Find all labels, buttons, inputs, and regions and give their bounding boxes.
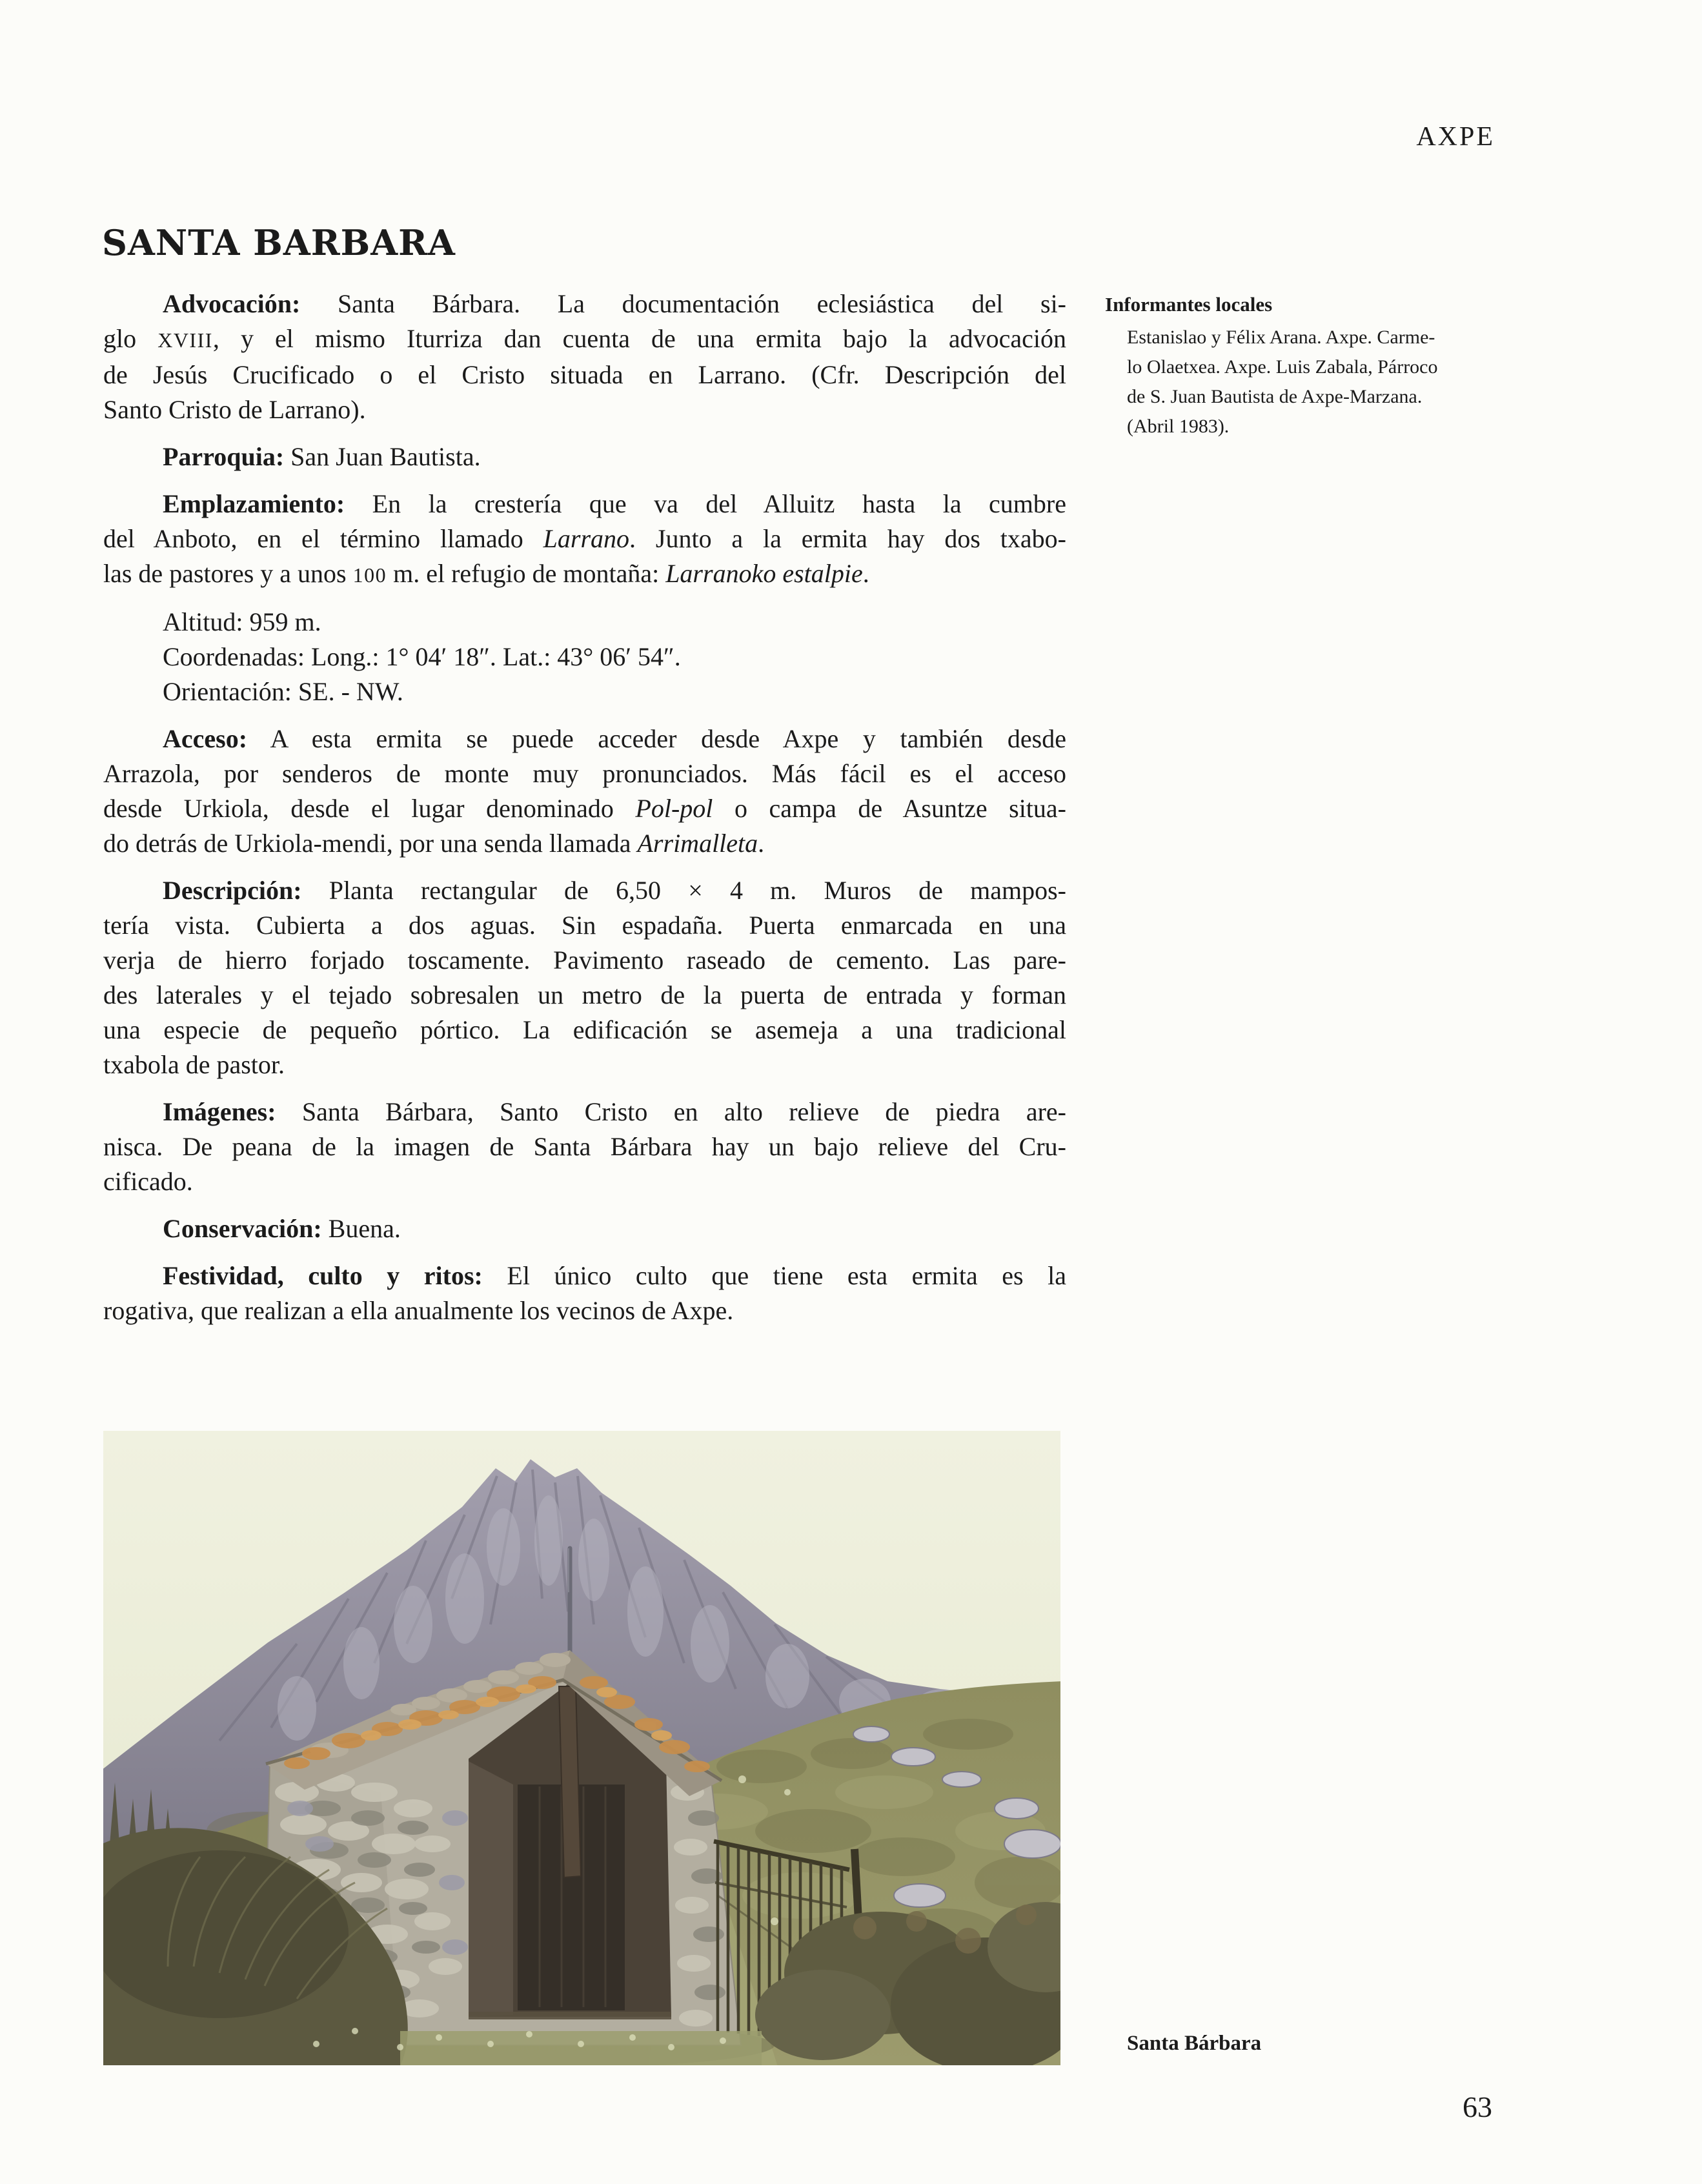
text-run: Festividad, culto y ritos: — [163, 1261, 483, 1290]
text-line — [103, 321, 1066, 358]
text-run: XVIII — [157, 329, 213, 352]
text-line — [103, 440, 1066, 474]
text-run: Pol-pol — [635, 794, 713, 823]
text-run: 100 — [352, 563, 387, 587]
text-run: Conservación: — [163, 1214, 322, 1243]
text-run: nisca. De peana de la imagen de Santa Bárbara hay un bajo relieve del Cru- — [103, 1132, 1066, 1161]
text-line — [103, 943, 1066, 978]
text-line — [103, 722, 1066, 756]
sidebar-lines — [1105, 323, 1495, 441]
text-line — [103, 1259, 1066, 1293]
text-line — [103, 640, 1066, 674]
sidebar-heading: Informantes locales — [1105, 293, 1273, 316]
text-run: Advocación: — [163, 289, 301, 318]
text-line — [103, 674, 1066, 709]
text-run: txabola de pastor. — [103, 1050, 285, 1079]
text-line — [103, 1047, 1066, 1082]
text-line — [103, 487, 1066, 521]
sidebar-line: lo Olaetxea. Axpe. Luis Zabala, Párroco — [1127, 356, 1438, 378]
text-run: Santa Bárbara. La documentación eclesiástica del si- — [300, 289, 1066, 318]
paragraph — [103, 1211, 1066, 1246]
text-line — [103, 287, 1066, 321]
text-run: del Anboto, en el término llamado — [103, 524, 543, 553]
article-body — [103, 287, 1066, 1328]
text-line — [103, 1013, 1066, 1047]
page-title: SANTA BARBARA — [102, 222, 456, 263]
text-line — [103, 1129, 1066, 1164]
photo-caption: Santa Bárbara — [1127, 2032, 1262, 2055]
text-run: cificado. — [103, 1167, 193, 1196]
text-run: Coordenadas: Long.: 1° 04′ 18″. Lat.: 43° 06′ 54″. — [163, 642, 681, 671]
text-run: Orientación: SE. - NW. — [163, 677, 403, 706]
text-line — [103, 826, 1066, 861]
page-number: 63 — [1463, 2090, 1492, 2123]
sidebar-line: Estanislao y Félix Arana. Axpe. Carme- — [1127, 327, 1435, 348]
text-line — [103, 521, 1066, 556]
text-run: Arrazola, por senderos de monte muy pronunciados. Más fácil es el acceso — [103, 759, 1066, 788]
paragraph — [103, 287, 1066, 427]
text-line — [103, 1095, 1066, 1129]
text-run: de Jesús Crucificado o el Cristo situada en Larrano. (Cfr. Descripción del — [103, 360, 1066, 389]
text-line — [103, 1164, 1066, 1199]
text-line — [103, 756, 1066, 791]
text-run: . Junto a la ermita hay dos txabo- — [629, 524, 1066, 553]
text-run: tería vista. Cubierta a dos aguas. Sin espadaña. Puerta enmarcada en una — [103, 911, 1066, 940]
text-run: verja de hierro forjado toscamente. Pavimento raseado de cemento. Las pare- — [103, 945, 1066, 975]
paragraph — [103, 440, 1066, 474]
text-run: Parroquia: — [163, 442, 285, 471]
text-line — [103, 978, 1066, 1013]
paragraph — [103, 487, 1066, 592]
text-run: . — [758, 829, 765, 858]
text-run: m. el refugio de montaña: — [387, 559, 666, 588]
text-line — [103, 556, 1066, 592]
text-line — [103, 358, 1066, 392]
text-line — [103, 873, 1066, 908]
text-run: Altitud: 959 m. — [163, 607, 321, 636]
text-line — [103, 791, 1066, 826]
text-run: Larrano — [543, 524, 630, 553]
text-line — [103, 1211, 1066, 1246]
text-run: A esta ermita se puede acceder desde Axpe y también desde — [247, 724, 1066, 753]
text-line — [103, 908, 1066, 943]
text-run: . — [862, 559, 869, 588]
text-run: En la crestería que va del Alluitz hasta la cumbre — [345, 489, 1066, 518]
text-run: Santo Cristo de Larrano). — [103, 395, 366, 424]
hermitage-photo-illustration — [103, 1431, 1060, 2065]
text-run: Descripción: — [163, 876, 302, 905]
text-run: desde Urkiola, desde el lugar denominado — [103, 794, 636, 823]
text-run: rogativa, que realizan a ella anualmente los vecinos de Axpe. — [103, 1296, 734, 1325]
text-line — [103, 605, 1066, 640]
photo-figure — [103, 1431, 1060, 2065]
text-run: do detrás de Urkiola-mendi, por una senda llamada — [103, 829, 638, 858]
text-run: Arrimalleta — [637, 829, 758, 858]
text-run: San Juan Bautista. — [284, 442, 481, 471]
text-line — [103, 392, 1066, 427]
text-run: una especie de pequeño pórtico. La edificación se asemeja a una tradicional — [103, 1015, 1066, 1044]
paragraph — [103, 722, 1066, 861]
paragraph — [103, 1259, 1066, 1328]
paragraph — [103, 873, 1066, 1082]
paragraph — [103, 1095, 1066, 1199]
text-run: , y el mismo Iturriza dan cuenta de una ermita bajo la advocación — [212, 324, 1066, 353]
text-run: des laterales y el tejado sobresalen un metro de la puerta de entrada y forman — [103, 980, 1066, 1009]
text-run: Santa Bárbara, Santo Cristo en alto relieve de piedra are- — [276, 1097, 1066, 1126]
text-line — [103, 1293, 1066, 1328]
paragraph — [103, 605, 1066, 709]
text-run: o campa de Asuntze situa- — [713, 794, 1066, 823]
text-run: El único culto que tiene esta ermita es la — [482, 1261, 1066, 1290]
text-run: Larranoko estalpie — [665, 559, 863, 588]
text-run: Planta rectangular de 6,50 × 4 m. Muros de mampos- — [301, 876, 1066, 905]
text-run: las de pastores y a unos — [103, 559, 353, 588]
sidebar-line: (Abril 1983). — [1127, 416, 1230, 437]
running-header: AXPE — [1416, 122, 1495, 152]
sidebar-line: de S. Juan Bautista de Axpe-Marzana. — [1127, 386, 1423, 407]
informants-sidebar — [1105, 292, 1495, 441]
text-run: Acceso: — [163, 724, 248, 753]
text-run: Imágenes: — [163, 1097, 276, 1126]
text-run: Buena. — [321, 1214, 401, 1243]
text-run: glo — [103, 324, 158, 353]
text-run: Emplazamiento: — [163, 489, 345, 518]
